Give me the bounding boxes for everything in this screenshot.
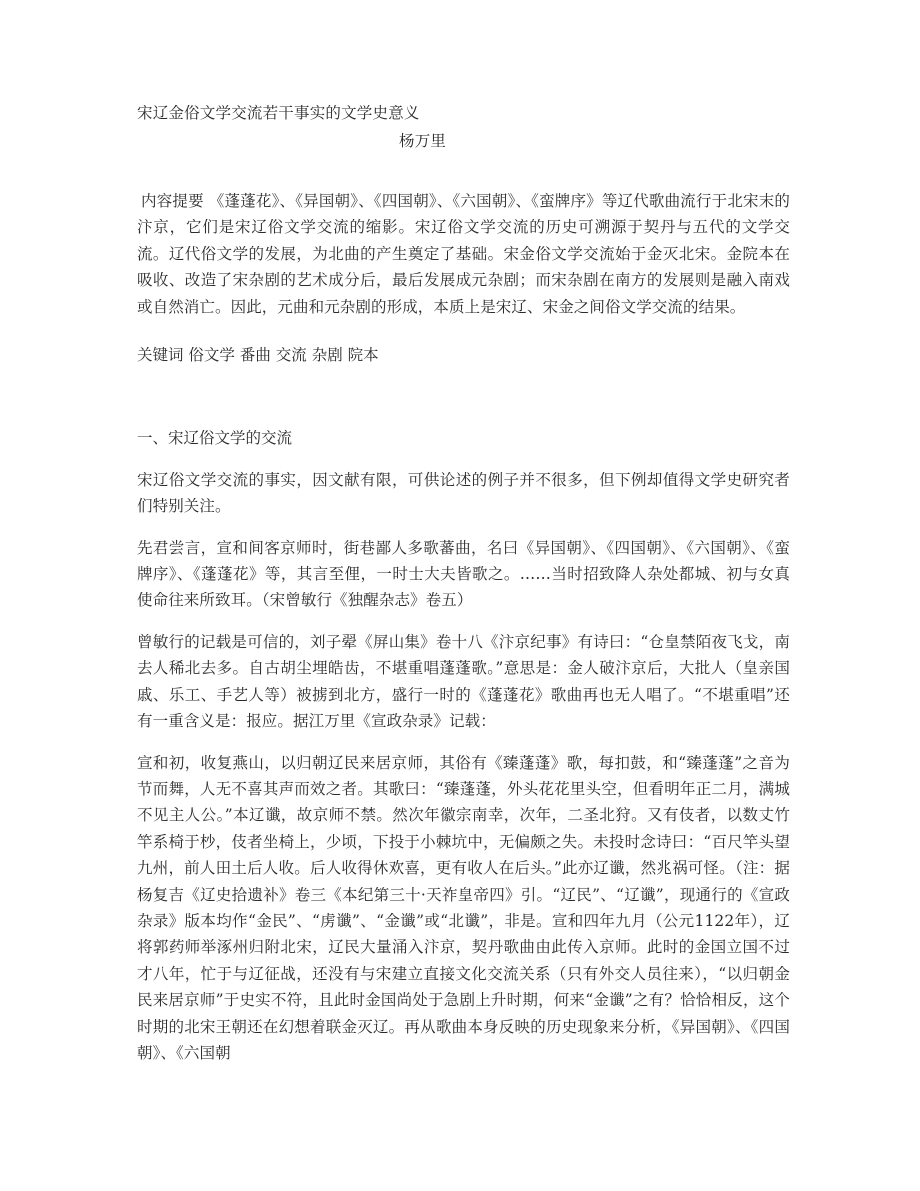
section-1-paragraph-3: 曾敏行的记载是可信的，刘子翚《屏山集》卷十八《汴京纪事》有诗曰：“仓皇禁陌夜飞戈，南去人稀北去多。自古胡尘埋皓齿，不堪重唱蓬蓬歌。”意思是：金人破汴京后，大批人（皇亲国戚、乐工、手艺人等）被掳到北方，盛行一时的《蓬蓬花》歌曲再也无人唱了。“不堪重唱”还有一重含义是：报应。据江万里《宣政杂录》记载： bbox=[137, 632, 790, 731]
section-heading-1: 一、宋辽俗文学的交流 bbox=[137, 429, 293, 448]
page-title: 宋辽金俗文学交流若干事实的文学史意义 bbox=[137, 104, 420, 122]
section-1-paragraph-2: 先君尝言，宣和间客京师时，街巷鄙人多歌蕃曲，名曰《异国朝》、《四国朝》、《六国朝》、《蛮牌序》、《蓬蓬花》等，其言至俚，一时士大夫皆歌之。……当时招致降人杂处都城、初与女真使命往来所致耳。（宋曾敏行《独醒杂志》卷五） bbox=[137, 538, 790, 610]
section-1-paragraph-4: 宣和初，收复燕山，以归朝辽民来居京师，其俗有《臻蓬蓬》歌，每扣鼓，和“臻蓬蓬”之音为节而舞，人无不喜其声而效之者。其歌曰：“臻蓬蓬，外头花花里头空，但看明年正二月，满城不见主人公。”本辽谶，故京师不禁。然次年徽宗南幸，次年，二圣北狩。又有伎者，以数丈竹竿系椅于杪，伎者坐椅上，少顷，下投于小棘坑中，无偏颇之失。未投时念诗曰：“百尺竿头望九州，前人田土后人收。后人收得休欢喜，更有收人在后头。”此亦辽谶，然兆祸可怪。（注：据杨复吉《辽史拾遗补》卷三《本纪第三十·天祚皇帝四》引。“辽民”、“辽谶”，现通行的《宣政杂录》版本均作“金民”、“虏谶”、“金谶”或“北谶”，非是。宣和四年九月（公元1122年），辽将郭药师举涿州归附北宋，辽民大量涌入汴京，契丹歌曲由此传入京师。此时的金国立国不过才八年，忙于与辽征战，还没有与宋建立直接文化交流关系（只有外交人员往来），“以归朝金民来居京师”于史实不符，且此时金国尚处于急剧上升时期，何来“金谶”之有？恰恰相反，这个时期的北宋王朝还在幻想着联金灭辽。再从歌曲本身反映的历史现象来分析，《异国朝》、《四国朝》、《六国朝 bbox=[137, 753, 790, 1062]
keywords-line: 关键词 俗文学 番曲 交流 杂剧 院本 bbox=[137, 346, 379, 365]
abstract-paragraph: 内容提要 《蓬蓬花》、《异国朝》、《四国朝》、《六国朝》、《蛮牌序》等辽代歌曲流行于北宋末的汴京，它们是宋辽俗文学交流的缩影。宋辽俗文学交流的历史可溯源于契丹与五代的文学交流。辽代俗文学的发展，为北曲的产生奠定了基础。宋金俗文学交流始于金灭北宋。金院本在吸收、改造了宋杂剧的艺术成分后，最后发展成元杂剧；而宋杂剧在南方的发展则是融入南戏或自然消亡。因此，元曲和元杂剧的形成，本质上是宋辽、宋金之间俗文学交流的结果。 bbox=[137, 192, 790, 316]
author-name: 杨万里 bbox=[399, 132, 447, 150]
section-1-paragraph-1: 宋辽俗文学交流的事实，因文献有限，可供论述的例子并不很多，但下例却值得文学史研究者们特别关注。 bbox=[137, 470, 790, 516]
